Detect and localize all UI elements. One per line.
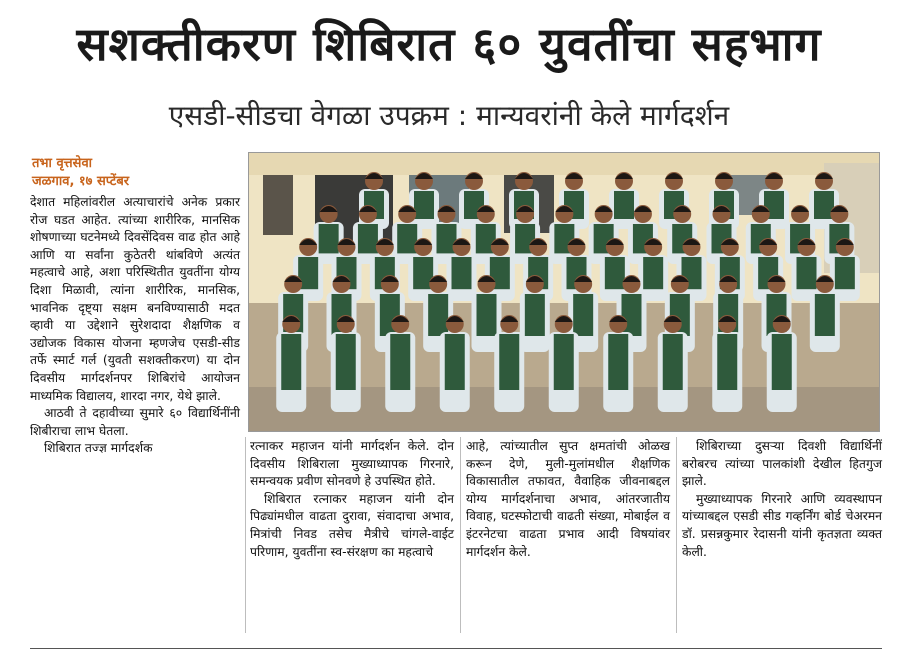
article-column-3 (466, 438, 670, 561)
column-rule (460, 437, 461, 633)
dateline-place-date: जळगाव, १७ सप्टेंबर (32, 174, 130, 189)
paragraph: शिबिरात तज्ज्ञ मार्गदर्शक (44, 441, 153, 456)
group-photo (248, 152, 880, 432)
column-rule (676, 437, 677, 633)
paragraph: आठवी ते दहावीच्या सुमारे ६० विद्यार्थिनींनी शिबीराचा लाभ घेतला. (30, 406, 240, 438)
article-column-2 (250, 438, 454, 561)
dateline (32, 155, 242, 191)
group-photo-illustration (249, 153, 879, 431)
article-column-4 (682, 438, 882, 561)
paragraph: शिबिरात रत्नाकर महाजन यांनी दोन पिढ्यांमधील वाढता दुरावा, संवादाचा अभाव, मित्रांची निवड तसेच मैत्रीचे चांगले-वाईट परिणाम, युवतींना स्व-संरक्षण का महत्वाचे (250, 491, 454, 559)
article-column-1 (30, 194, 240, 458)
paragraph: देशात महिलांवरील अत्याचारांचे अनेक प्रकार रोज घडत आहेत. त्यांच्या शारीरिक, मानसिक शोषणाच्या घटनेमध्ये दिवसेंदिवस वाढ होत आहे आणि या सर्वांना कुठेतरी थांबविणे अत्यंत महत्वाचे आहे, अशा परिस्थितीत युवतींना योग्य दिशा मिळावी, त्यांना शारीरिक, मानसिक, भावनिक दृष्ट्या सक्षम बनविण्यासाठी मदत व्हावी या उद्देशाने सुरेशदादा शैक्षणिक व उद्योजक विकास योजना म्हणजेच एसडी-सीड तर्फे स्मार्ट गर्ल (युवती सशक्तीकरण) या दोन दिवसीय मार्गदर्शनपर शिबिरांचे आयोजन माध्यमिक विद्यालय, शारदा नगर, येथे झाले. (30, 195, 240, 403)
dateline-source: तभा वृत्तसेवा (32, 156, 93, 171)
bottom-rule (30, 648, 882, 649)
column-rule (245, 437, 246, 633)
paragraph: रत्नाकर महाजन यांनी मार्गदर्शन केले. दोन दिवसीय शिबिराला मुख्याध्यापक गिरनारे, समन्वयक प्रवीण सोनवणे हे उपस्थित होते. (250, 439, 454, 489)
headline: सशक्तीकरण शिबिरात ६० युवतींचा सहभाग (76, 17, 822, 71)
paragraph: मुख्याध्यापक गिरनारे आणि व्यवस्थापन यांच्याबद्दल एसडी सीड गव्हर्निंग बोर्ड चेअरमन डॉ. प्रसन्नकुमार रेदासनी यांनी कृतज्ञता व्यक्त केली. (682, 491, 882, 559)
paragraph: शिबिराच्या दुसऱ्या दिवशी विद्यार्थिनीं बरोबरच त्यांच्या पालकांशी देखील हितगुज झाले. (682, 439, 882, 489)
paragraph: आहे, त्यांच्यातील सुप्त क्षमतांची ओळख करून देणे, मुली-मुलांमधील शैक्षणिक विकासातील तफावत, वैवाहिक जीवनाबद्दल योग्य मार्गदर्शनाचा अभाव, आंतरजातीय विवाह, घटस्फोटाची वाढती संख्या, मोबाईल व इंटरनेटचा वाढता प्रभाव आदी विषयांवर मार्गदर्शन केले. (466, 439, 670, 559)
subheadline: एसडी-सीडचा वेगळा उपक्रम : मान्यवरांनी केले मार्गदर्शन (168, 99, 730, 132)
